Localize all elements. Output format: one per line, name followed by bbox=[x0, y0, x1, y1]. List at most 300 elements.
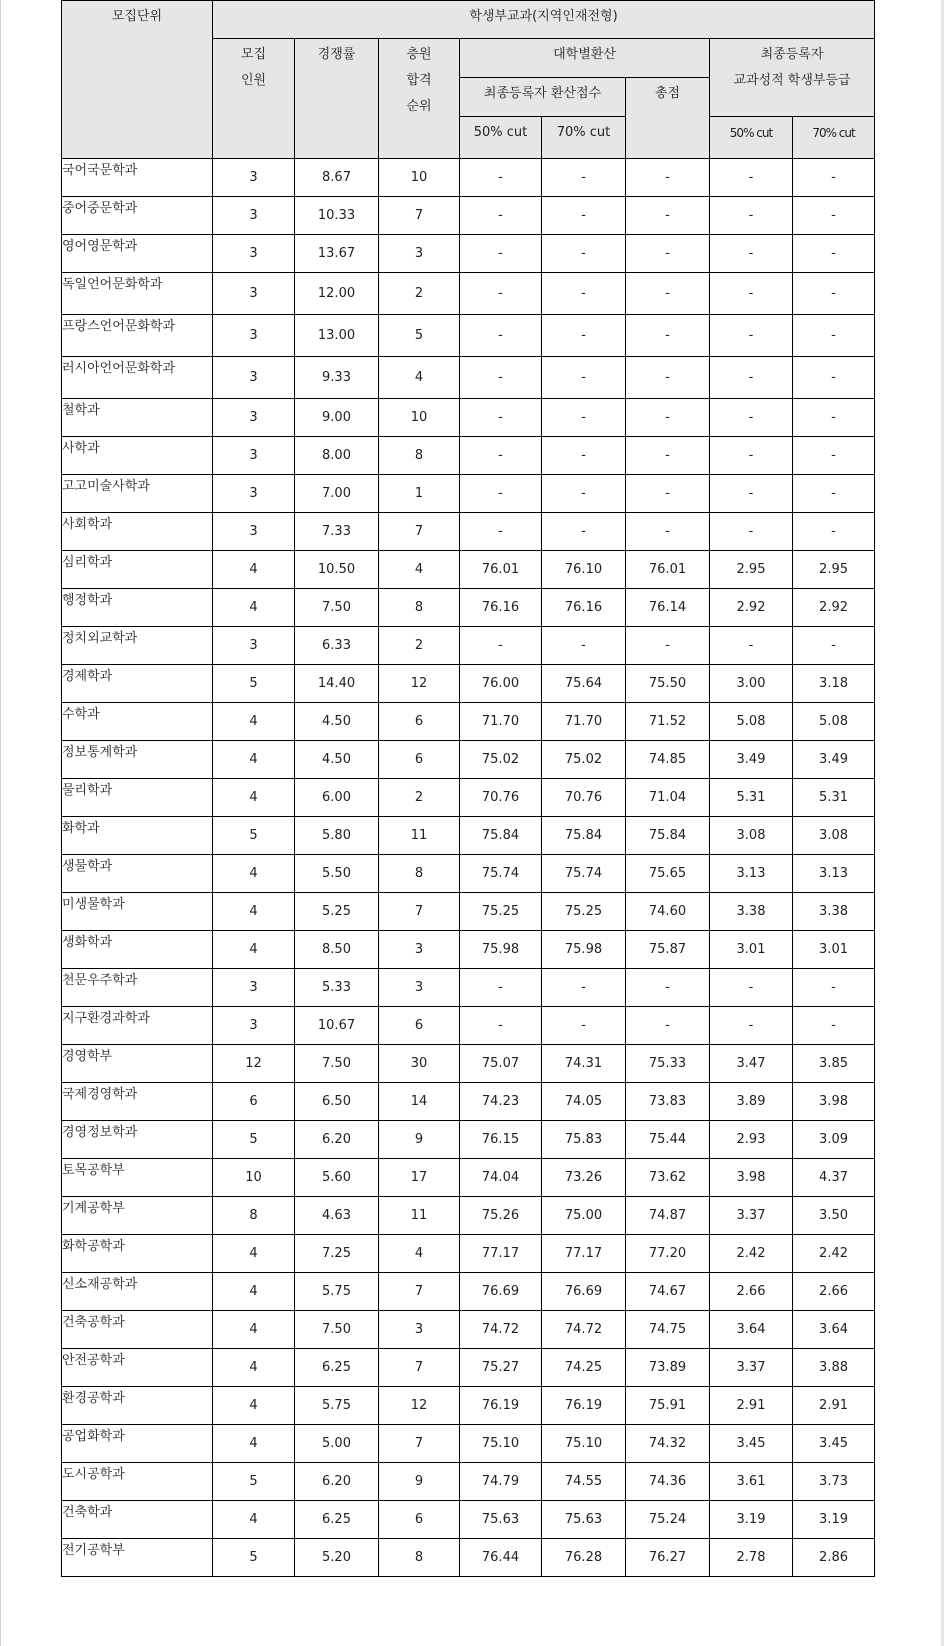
cell-quota: 3 bbox=[213, 235, 295, 273]
cell-score-70-cut: - bbox=[542, 273, 626, 315]
cell-competition-rate: 7.00 bbox=[295, 475, 379, 513]
cell-grade-70-cut: - bbox=[793, 357, 875, 399]
cell-grade-70-cut: - bbox=[793, 197, 875, 235]
cell-total: 76.14 bbox=[626, 589, 710, 627]
cell-competition-rate: 13.67 bbox=[295, 235, 379, 273]
cell-grade-70-cut: 2.92 bbox=[793, 589, 875, 627]
cell-competition-rate: 7.50 bbox=[295, 589, 379, 627]
cell-quota: 4 bbox=[213, 703, 295, 741]
cell-dept: 러시아언어문화학과 bbox=[62, 357, 213, 399]
cell-score-50-cut: 75.02 bbox=[460, 741, 542, 779]
cell-grade-70-cut: - bbox=[793, 399, 875, 437]
table-body bbox=[62, 159, 875, 1577]
cell-quota: 4 bbox=[213, 1311, 295, 1349]
table-row bbox=[62, 665, 875, 703]
cell-total: - bbox=[626, 357, 710, 399]
cell-score-70-cut: 73.26 bbox=[542, 1159, 626, 1197]
cell-quota: 4 bbox=[213, 741, 295, 779]
cell-grade-50-cut: 2.91 bbox=[710, 1387, 793, 1425]
cell-grade-70-cut: - bbox=[793, 969, 875, 1007]
cell-quota: 3 bbox=[213, 399, 295, 437]
cell-quota: 12 bbox=[213, 1045, 295, 1083]
cell-score-50-cut: 74.23 bbox=[460, 1083, 542, 1121]
cell-competition-rate: 7.25 bbox=[295, 1235, 379, 1273]
cell-dept: 공업화학과 bbox=[62, 1425, 213, 1463]
cell-dept: 생화학과 bbox=[62, 931, 213, 969]
cell-waitlist-rank: 11 bbox=[379, 1197, 460, 1235]
cell-score-70-cut: - bbox=[542, 315, 626, 357]
cell-grade-70-cut: - bbox=[793, 513, 875, 551]
cell-grade-70-cut: - bbox=[793, 315, 875, 357]
cell-waitlist-rank: 7 bbox=[379, 513, 460, 551]
table-row bbox=[62, 475, 875, 513]
cell-grade-70-cut: - bbox=[793, 475, 875, 513]
cell-score-70-cut: 75.02 bbox=[542, 741, 626, 779]
cell-dept: 영어영문학과 bbox=[62, 235, 213, 273]
cell-total: 75.87 bbox=[626, 931, 710, 969]
table-row bbox=[62, 855, 875, 893]
table-row bbox=[62, 1501, 875, 1539]
cell-grade-50-cut: 3.49 bbox=[710, 741, 793, 779]
table-row bbox=[62, 551, 875, 589]
cell-score-70-cut: 75.98 bbox=[542, 931, 626, 969]
cell-grade-50-cut: 3.13 bbox=[710, 855, 793, 893]
cell-score-70-cut: 74.55 bbox=[542, 1463, 626, 1501]
cell-score-70-cut: 75.83 bbox=[542, 1121, 626, 1159]
cell-grade-70-cut: 3.19 bbox=[793, 1501, 875, 1539]
cell-dept: 기계공학부 bbox=[62, 1197, 213, 1235]
cell-score-50-cut: - bbox=[460, 627, 542, 665]
cell-quota: 4 bbox=[213, 1235, 295, 1273]
cell-dept: 수학과 bbox=[62, 703, 213, 741]
cell-score-70-cut: 77.17 bbox=[542, 1235, 626, 1273]
cell-dept: 고고미술사학과 bbox=[62, 475, 213, 513]
cell-grade-50-cut: - bbox=[710, 475, 793, 513]
cell-score-70-cut: 71.70 bbox=[542, 703, 626, 741]
cell-competition-rate: 9.00 bbox=[295, 399, 379, 437]
cell-grade-50-cut: 3.47 bbox=[710, 1045, 793, 1083]
table-row bbox=[62, 741, 875, 779]
cell-waitlist-rank: 8 bbox=[379, 1539, 460, 1577]
header-univ-conversion: 대학별환산 bbox=[460, 39, 710, 78]
cell-total: - bbox=[626, 513, 710, 551]
cell-competition-rate: 4.50 bbox=[295, 703, 379, 741]
header-total: 총점 bbox=[626, 78, 710, 159]
cell-score-50-cut: 75.26 bbox=[460, 1197, 542, 1235]
cell-score-50-cut: 75.84 bbox=[460, 817, 542, 855]
cell-total: - bbox=[626, 475, 710, 513]
header-grade-50-cut: 50% cut bbox=[710, 117, 793, 159]
table-header bbox=[62, 1, 875, 159]
cell-grade-70-cut: 4.37 bbox=[793, 1159, 875, 1197]
cell-competition-rate: 5.80 bbox=[295, 817, 379, 855]
cell-grade-50-cut: - bbox=[710, 235, 793, 273]
cell-dept: 화학과 bbox=[62, 817, 213, 855]
cell-total: 73.83 bbox=[626, 1083, 710, 1121]
header-group-title: 학생부교과(지역인재전형) bbox=[213, 1, 875, 39]
cell-dept: 정보통계학과 bbox=[62, 741, 213, 779]
cell-waitlist-rank: 7 bbox=[379, 1273, 460, 1311]
cell-waitlist-rank: 9 bbox=[379, 1121, 460, 1159]
cell-competition-rate: 5.50 bbox=[295, 855, 379, 893]
cell-grade-50-cut: 3.64 bbox=[710, 1311, 793, 1349]
cell-competition-rate: 7.33 bbox=[295, 513, 379, 551]
cell-waitlist-rank: 1 bbox=[379, 475, 460, 513]
cell-grade-50-cut: 3.98 bbox=[710, 1159, 793, 1197]
cell-waitlist-rank: 4 bbox=[379, 357, 460, 399]
header-score-70-cut: 70% cut bbox=[542, 117, 626, 159]
cell-grade-50-cut: - bbox=[710, 159, 793, 197]
cell-score-70-cut: - bbox=[542, 513, 626, 551]
cell-waitlist-rank: 9 bbox=[379, 1463, 460, 1501]
cell-total: 73.62 bbox=[626, 1159, 710, 1197]
cell-dept: 경영정보학과 bbox=[62, 1121, 213, 1159]
cell-grade-50-cut: - bbox=[710, 315, 793, 357]
cell-grade-70-cut: 3.73 bbox=[793, 1463, 875, 1501]
table-row bbox=[62, 437, 875, 475]
table-row bbox=[62, 273, 875, 315]
cell-grade-50-cut: - bbox=[710, 969, 793, 1007]
cell-grade-50-cut: - bbox=[710, 437, 793, 475]
cell-total: 75.50 bbox=[626, 665, 710, 703]
table-row bbox=[62, 315, 875, 357]
cell-dept: 중어중문학과 bbox=[62, 197, 213, 235]
cell-competition-rate: 10.50 bbox=[295, 551, 379, 589]
table-row bbox=[62, 357, 875, 399]
cell-grade-70-cut: 3.45 bbox=[793, 1425, 875, 1463]
cell-score-70-cut: - bbox=[542, 357, 626, 399]
cell-quota: 5 bbox=[213, 817, 295, 855]
header-dept: 모집단위 bbox=[62, 1, 213, 159]
cell-grade-50-cut: 2.66 bbox=[710, 1273, 793, 1311]
admissions-results-table bbox=[61, 0, 875, 1577]
cell-competition-rate: 6.50 bbox=[295, 1083, 379, 1121]
cell-quota: 10 bbox=[213, 1159, 295, 1197]
cell-quota: 3 bbox=[213, 357, 295, 399]
cell-grade-70-cut: - bbox=[793, 159, 875, 197]
cell-total: 77.20 bbox=[626, 1235, 710, 1273]
cell-quota: 8 bbox=[213, 1197, 295, 1235]
cell-waitlist-rank: 8 bbox=[379, 437, 460, 475]
cell-score-50-cut: 70.76 bbox=[460, 779, 542, 817]
cell-grade-70-cut: 3.18 bbox=[793, 665, 875, 703]
cell-score-50-cut: 76.69 bbox=[460, 1273, 542, 1311]
cell-competition-rate: 6.25 bbox=[295, 1501, 379, 1539]
cell-competition-rate: 6.25 bbox=[295, 1349, 379, 1387]
cell-score-70-cut: - bbox=[542, 969, 626, 1007]
cell-total: - bbox=[626, 437, 710, 475]
table-row bbox=[62, 1235, 875, 1273]
cell-score-70-cut: 74.72 bbox=[542, 1311, 626, 1349]
cell-score-50-cut: 77.17 bbox=[460, 1235, 542, 1273]
cell-waitlist-rank: 5 bbox=[379, 315, 460, 357]
header-final-grade-line1: 최종등록자 bbox=[760, 47, 824, 62]
cell-waitlist-rank: 2 bbox=[379, 627, 460, 665]
cell-grade-50-cut: 3.00 bbox=[710, 665, 793, 703]
cell-dept: 지구환경과학과 bbox=[62, 1007, 213, 1045]
cell-score-50-cut: 75.27 bbox=[460, 1349, 542, 1387]
cell-score-50-cut: 75.74 bbox=[460, 855, 542, 893]
cell-quota: 3 bbox=[213, 159, 295, 197]
table-row bbox=[62, 399, 875, 437]
cell-waitlist-rank: 10 bbox=[379, 159, 460, 197]
cell-score-50-cut: 75.10 bbox=[460, 1425, 542, 1463]
cell-quota: 4 bbox=[213, 893, 295, 931]
cell-score-50-cut: 76.16 bbox=[460, 589, 542, 627]
cell-dept: 국어국문학과 bbox=[62, 159, 213, 197]
cell-competition-rate: 5.00 bbox=[295, 1425, 379, 1463]
cell-waitlist-rank: 3 bbox=[379, 969, 460, 1007]
cell-score-50-cut: 71.70 bbox=[460, 703, 542, 741]
header-score-50-cut: 50% cut bbox=[460, 117, 542, 159]
cell-total: - bbox=[626, 315, 710, 357]
cell-dept: 물리학과 bbox=[62, 779, 213, 817]
cell-grade-50-cut: 2.78 bbox=[710, 1539, 793, 1577]
cell-grade-70-cut: - bbox=[793, 235, 875, 273]
cell-grade-50-cut: 5.31 bbox=[710, 779, 793, 817]
cell-total: - bbox=[626, 197, 710, 235]
cell-dept: 정치외교학과 bbox=[62, 627, 213, 665]
cell-grade-50-cut: 2.42 bbox=[710, 1235, 793, 1273]
cell-total: 74.85 bbox=[626, 741, 710, 779]
cell-competition-rate: 9.33 bbox=[295, 357, 379, 399]
cell-grade-70-cut: 3.08 bbox=[793, 817, 875, 855]
cell-score-70-cut: 75.64 bbox=[542, 665, 626, 703]
cell-grade-70-cut: 2.86 bbox=[793, 1539, 875, 1577]
cell-total: - bbox=[626, 969, 710, 1007]
cell-score-50-cut: 74.79 bbox=[460, 1463, 542, 1501]
cell-quota: 4 bbox=[213, 589, 295, 627]
cell-score-50-cut: 76.01 bbox=[460, 551, 542, 589]
cell-grade-70-cut: - bbox=[793, 627, 875, 665]
cell-competition-rate: 5.25 bbox=[295, 893, 379, 931]
cell-grade-70-cut: 3.09 bbox=[793, 1121, 875, 1159]
cell-dept: 화학공학과 bbox=[62, 1235, 213, 1273]
table-row bbox=[62, 893, 875, 931]
cell-waitlist-rank: 7 bbox=[379, 893, 460, 931]
cell-dept: 프랑스언어문화학과 bbox=[62, 315, 213, 357]
cell-score-70-cut: 75.74 bbox=[542, 855, 626, 893]
table-row bbox=[62, 1463, 875, 1501]
cell-total: 74.60 bbox=[626, 893, 710, 931]
cell-waitlist-rank: 3 bbox=[379, 1311, 460, 1349]
cell-grade-50-cut: 3.19 bbox=[710, 1501, 793, 1539]
table-row bbox=[62, 1045, 875, 1083]
cell-competition-rate: 6.20 bbox=[295, 1121, 379, 1159]
cell-score-70-cut: 74.25 bbox=[542, 1349, 626, 1387]
cell-waitlist-rank: 6 bbox=[379, 1007, 460, 1045]
cell-dept: 행정학과 bbox=[62, 589, 213, 627]
cell-grade-50-cut: 3.37 bbox=[710, 1349, 793, 1387]
cell-quota: 4 bbox=[213, 1501, 295, 1539]
page-edge-left bbox=[0, 0, 1, 1646]
cell-quota: 4 bbox=[213, 551, 295, 589]
cell-competition-rate: 10.33 bbox=[295, 197, 379, 235]
cell-grade-50-cut: 2.95 bbox=[710, 551, 793, 589]
cell-dept: 도시공학과 bbox=[62, 1463, 213, 1501]
cell-score-70-cut: - bbox=[542, 475, 626, 513]
cell-total: - bbox=[626, 399, 710, 437]
cell-waitlist-rank: 7 bbox=[379, 197, 460, 235]
cell-competition-rate: 12.00 bbox=[295, 273, 379, 315]
cell-grade-70-cut: 2.66 bbox=[793, 1273, 875, 1311]
cell-dept: 경영학부 bbox=[62, 1045, 213, 1083]
cell-waitlist-rank: 4 bbox=[379, 1235, 460, 1273]
cell-dept: 생물학과 bbox=[62, 855, 213, 893]
cell-total: 76.01 bbox=[626, 551, 710, 589]
cell-total: 75.84 bbox=[626, 817, 710, 855]
cell-dept: 사학과 bbox=[62, 437, 213, 475]
cell-score-50-cut: 75.07 bbox=[460, 1045, 542, 1083]
cell-dept: 심리학과 bbox=[62, 551, 213, 589]
cell-waitlist-rank: 12 bbox=[379, 1387, 460, 1425]
cell-waitlist-rank: 10 bbox=[379, 399, 460, 437]
cell-quota: 5 bbox=[213, 665, 295, 703]
cell-score-50-cut: 75.63 bbox=[460, 1501, 542, 1539]
cell-total: 71.04 bbox=[626, 779, 710, 817]
cell-grade-70-cut: 3.98 bbox=[793, 1083, 875, 1121]
cell-score-50-cut: - bbox=[460, 235, 542, 273]
cell-waitlist-rank: 7 bbox=[379, 1349, 460, 1387]
cell-grade-50-cut: - bbox=[710, 513, 793, 551]
table-row bbox=[62, 779, 875, 817]
cell-total: 75.24 bbox=[626, 1501, 710, 1539]
cell-quota: 4 bbox=[213, 1425, 295, 1463]
cell-score-70-cut: 75.84 bbox=[542, 817, 626, 855]
cell-quota: 4 bbox=[213, 1349, 295, 1387]
cell-competition-rate: 8.50 bbox=[295, 931, 379, 969]
header-final-score: 최종등록자 환산점수 bbox=[460, 78, 626, 117]
cell-score-70-cut: - bbox=[542, 197, 626, 235]
cell-score-50-cut: - bbox=[460, 315, 542, 357]
cell-score-50-cut: - bbox=[460, 1007, 542, 1045]
table-row bbox=[62, 1539, 875, 1577]
table-row bbox=[62, 1311, 875, 1349]
cell-score-70-cut: 75.00 bbox=[542, 1197, 626, 1235]
cell-dept: 경제학과 bbox=[62, 665, 213, 703]
table-row bbox=[62, 1083, 875, 1121]
cell-waitlist-rank: 7 bbox=[379, 1425, 460, 1463]
cell-waitlist-rank: 17 bbox=[379, 1159, 460, 1197]
cell-competition-rate: 5.33 bbox=[295, 969, 379, 1007]
table-row bbox=[62, 1159, 875, 1197]
cell-waitlist-rank: 3 bbox=[379, 931, 460, 969]
cell-competition-rate: 5.20 bbox=[295, 1539, 379, 1577]
cell-score-50-cut: - bbox=[460, 437, 542, 475]
cell-waitlist-rank: 6 bbox=[379, 1501, 460, 1539]
cell-waitlist-rank: 8 bbox=[379, 589, 460, 627]
cell-dept: 환경공학과 bbox=[62, 1387, 213, 1425]
cell-score-70-cut: 74.31 bbox=[542, 1045, 626, 1083]
cell-quota: 4 bbox=[213, 931, 295, 969]
cell-grade-50-cut: - bbox=[710, 273, 793, 315]
table-row bbox=[62, 703, 875, 741]
cell-score-70-cut: 76.16 bbox=[542, 589, 626, 627]
cell-grade-70-cut: 2.42 bbox=[793, 1235, 875, 1273]
cell-dept: 국제경영학과 bbox=[62, 1083, 213, 1121]
cell-score-70-cut: 75.10 bbox=[542, 1425, 626, 1463]
cell-grade-50-cut: 2.92 bbox=[710, 589, 793, 627]
cell-competition-rate: 4.63 bbox=[295, 1197, 379, 1235]
cell-total: - bbox=[626, 273, 710, 315]
cell-waitlist-rank: 30 bbox=[379, 1045, 460, 1083]
cell-quota: 6 bbox=[213, 1083, 295, 1121]
header-quota-line2: 인원 bbox=[240, 73, 267, 88]
cell-competition-rate: 10.67 bbox=[295, 1007, 379, 1045]
cell-score-50-cut: - bbox=[460, 357, 542, 399]
cell-score-50-cut: - bbox=[460, 399, 542, 437]
cell-grade-70-cut: 3.85 bbox=[793, 1045, 875, 1083]
cell-score-50-cut: 75.25 bbox=[460, 893, 542, 931]
cell-waitlist-rank: 2 bbox=[379, 273, 460, 315]
cell-quota: 3 bbox=[213, 197, 295, 235]
cell-waitlist-rank: 8 bbox=[379, 855, 460, 893]
cell-dept: 신소재공학과 bbox=[62, 1273, 213, 1311]
cell-score-70-cut: - bbox=[542, 235, 626, 273]
table-row bbox=[62, 235, 875, 273]
cell-quota: 3 bbox=[213, 969, 295, 1007]
table-row bbox=[62, 1121, 875, 1159]
cell-dept: 건축학과 bbox=[62, 1501, 213, 1539]
cell-waitlist-rank: 11 bbox=[379, 817, 460, 855]
cell-grade-50-cut: 5.08 bbox=[710, 703, 793, 741]
cell-score-50-cut: - bbox=[460, 159, 542, 197]
cell-competition-rate: 5.75 bbox=[295, 1273, 379, 1311]
cell-grade-50-cut: 3.37 bbox=[710, 1197, 793, 1235]
cell-score-70-cut: 76.69 bbox=[542, 1273, 626, 1311]
table-row bbox=[62, 1425, 875, 1463]
cell-quota: 4 bbox=[213, 855, 295, 893]
cell-score-50-cut: - bbox=[460, 197, 542, 235]
cell-grade-50-cut: 3.08 bbox=[710, 817, 793, 855]
table-row bbox=[62, 627, 875, 665]
cell-score-50-cut: 74.72 bbox=[460, 1311, 542, 1349]
cell-grade-70-cut: 5.08 bbox=[793, 703, 875, 741]
cell-waitlist-rank: 14 bbox=[379, 1083, 460, 1121]
cell-score-50-cut: 76.15 bbox=[460, 1121, 542, 1159]
header-waitlist-line1: 충원 bbox=[406, 47, 432, 62]
cell-score-50-cut: - bbox=[460, 513, 542, 551]
cell-grade-70-cut: - bbox=[793, 1007, 875, 1045]
cell-total: 71.52 bbox=[626, 703, 710, 741]
cell-waitlist-rank: 2 bbox=[379, 779, 460, 817]
cell-grade-70-cut: 3.49 bbox=[793, 741, 875, 779]
cell-grade-70-cut: - bbox=[793, 273, 875, 315]
cell-grade-70-cut: 2.91 bbox=[793, 1387, 875, 1425]
cell-competition-rate: 6.33 bbox=[295, 627, 379, 665]
cell-score-70-cut: - bbox=[542, 437, 626, 475]
cell-quota: 3 bbox=[213, 513, 295, 551]
cell-quota: 3 bbox=[213, 627, 295, 665]
cell-total: - bbox=[626, 159, 710, 197]
cell-quota: 3 bbox=[213, 1007, 295, 1045]
cell-score-50-cut: 75.98 bbox=[460, 931, 542, 969]
header-quota bbox=[213, 39, 295, 159]
cell-competition-rate: 5.60 bbox=[295, 1159, 379, 1197]
cell-total: 74.32 bbox=[626, 1425, 710, 1463]
cell-waitlist-rank: 6 bbox=[379, 741, 460, 779]
cell-dept: 독일언어문화학과 bbox=[62, 273, 213, 315]
table-row bbox=[62, 1387, 875, 1425]
cell-score-70-cut: - bbox=[542, 399, 626, 437]
cell-grade-50-cut: - bbox=[710, 357, 793, 399]
cell-total: 73.89 bbox=[626, 1349, 710, 1387]
cell-total: 74.67 bbox=[626, 1273, 710, 1311]
table-row bbox=[62, 969, 875, 1007]
cell-quota: 3 bbox=[213, 273, 295, 315]
cell-total: 76.27 bbox=[626, 1539, 710, 1577]
cell-quota: 3 bbox=[213, 475, 295, 513]
